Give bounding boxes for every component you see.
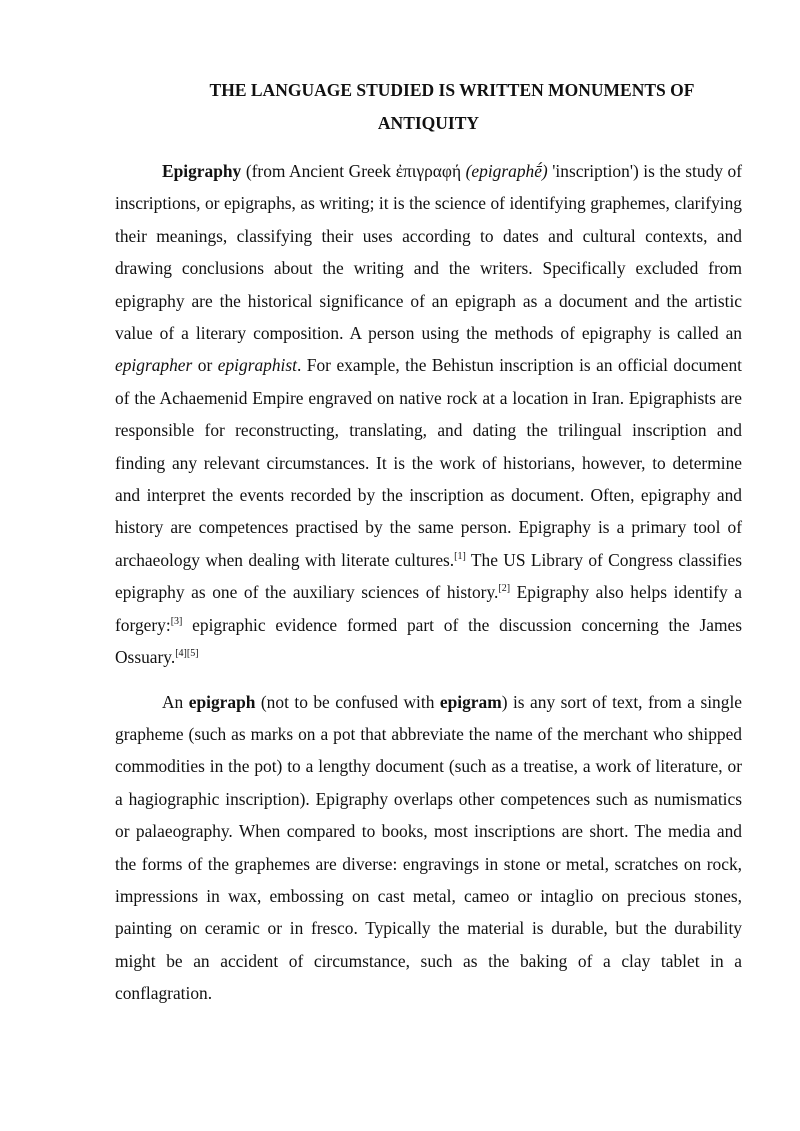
p1-text-1: (from Ancient Greek xyxy=(241,161,396,181)
footnote-ref-4-5[interactable]: [4][5] xyxy=(175,648,199,660)
paragraph-epigraph xyxy=(115,686,742,1010)
p1-text-6: epigraphic evidence formed part of the discussion concerning the James Ossuary. xyxy=(115,614,742,668)
paragraph-epigraphy xyxy=(115,155,742,674)
body-text xyxy=(115,155,742,1010)
title-line-2: ANTIQUITY xyxy=(377,112,480,133)
p1-text-or: or xyxy=(192,355,218,376)
footnote-ref-2[interactable]: [2] xyxy=(498,583,511,595)
footnote-ref-3[interactable]: [3] xyxy=(170,615,183,627)
greek-word: ἐπιγραφή xyxy=(395,161,462,181)
p2-text-2: (not to be confused with xyxy=(255,691,440,712)
page-title xyxy=(115,74,742,139)
p1-text-3: . For example, the Behistun inscription is an official document of the Achaemenid Empire engraved on native rock at a location in Iran. Epigraphists are responsible for reconstructing, translating, and dating the trilingual inscription and finding any relevant circumstances. It is the work of historians, however, to determine and interpret the events recorded by the inscription as document. Often, epigraphy and history are competences practised by the same person. Epigraphy is a primary tool of archaeology when dealing with literate cultures. xyxy=(115,355,743,570)
transliteration: (epigraphḗ) xyxy=(461,161,548,181)
p2-text-1: An xyxy=(162,691,189,712)
footnote-ref-1[interactable]: [1] xyxy=(454,551,466,563)
term-epigrapher: epigrapher xyxy=(115,355,193,376)
term-epigraph: epigraph xyxy=(188,691,256,712)
p2-text-3: ) is any sort of text, from a single grapheme (such as marks on a pot that abbreviate the name of the merchant who shipped commodities in the pot) to a lengthy document (such as a treatise, a work of literature, or a hagiographic inscription). Epigraphy overlaps other competences such as numismatics or palaeography. When compared to books, most inscriptions are short. The media and the forms of the graphemes are diverse: engravings in stone or metal, scratches on rock, impressions in wax, embossing on cast metal, cameo or intaglio on precious stones, painting on ceramic or in fresco. Typically the material is durable, but the durability might be an accident of circumstance, such as the baking of a clay tablet in a conflagration. xyxy=(115,691,742,1004)
p1-text-4: The US Library of Congress classifies epigraphy as one of the auxiliary sciences of history. xyxy=(115,549,742,603)
term-epigram: epigram xyxy=(439,691,502,712)
term-epigraphist: epigraphist xyxy=(217,355,297,376)
p1-text-2: 'inscription') is the study of inscriptions, or epigraphs, as writing; it is the science of identifying graphemes, clarifying their meanings, classifying their uses according to dates and cultural contexts, and drawing conclusions about the writing and the writers. Specifically excluded from epigraphy are the historical significance of an epigraph as a document and the artistic value of a literary composition. A person using the methods of epigraphy is called an xyxy=(115,161,743,344)
p1-text-5: Epigraphy also helps identify a forgery: xyxy=(115,582,742,635)
title-line-1: THE LANGUAGE STUDIED IS WRITTEN MONUMENTS OF xyxy=(209,80,695,100)
term-epigraphy: Epigraphy xyxy=(162,161,242,181)
